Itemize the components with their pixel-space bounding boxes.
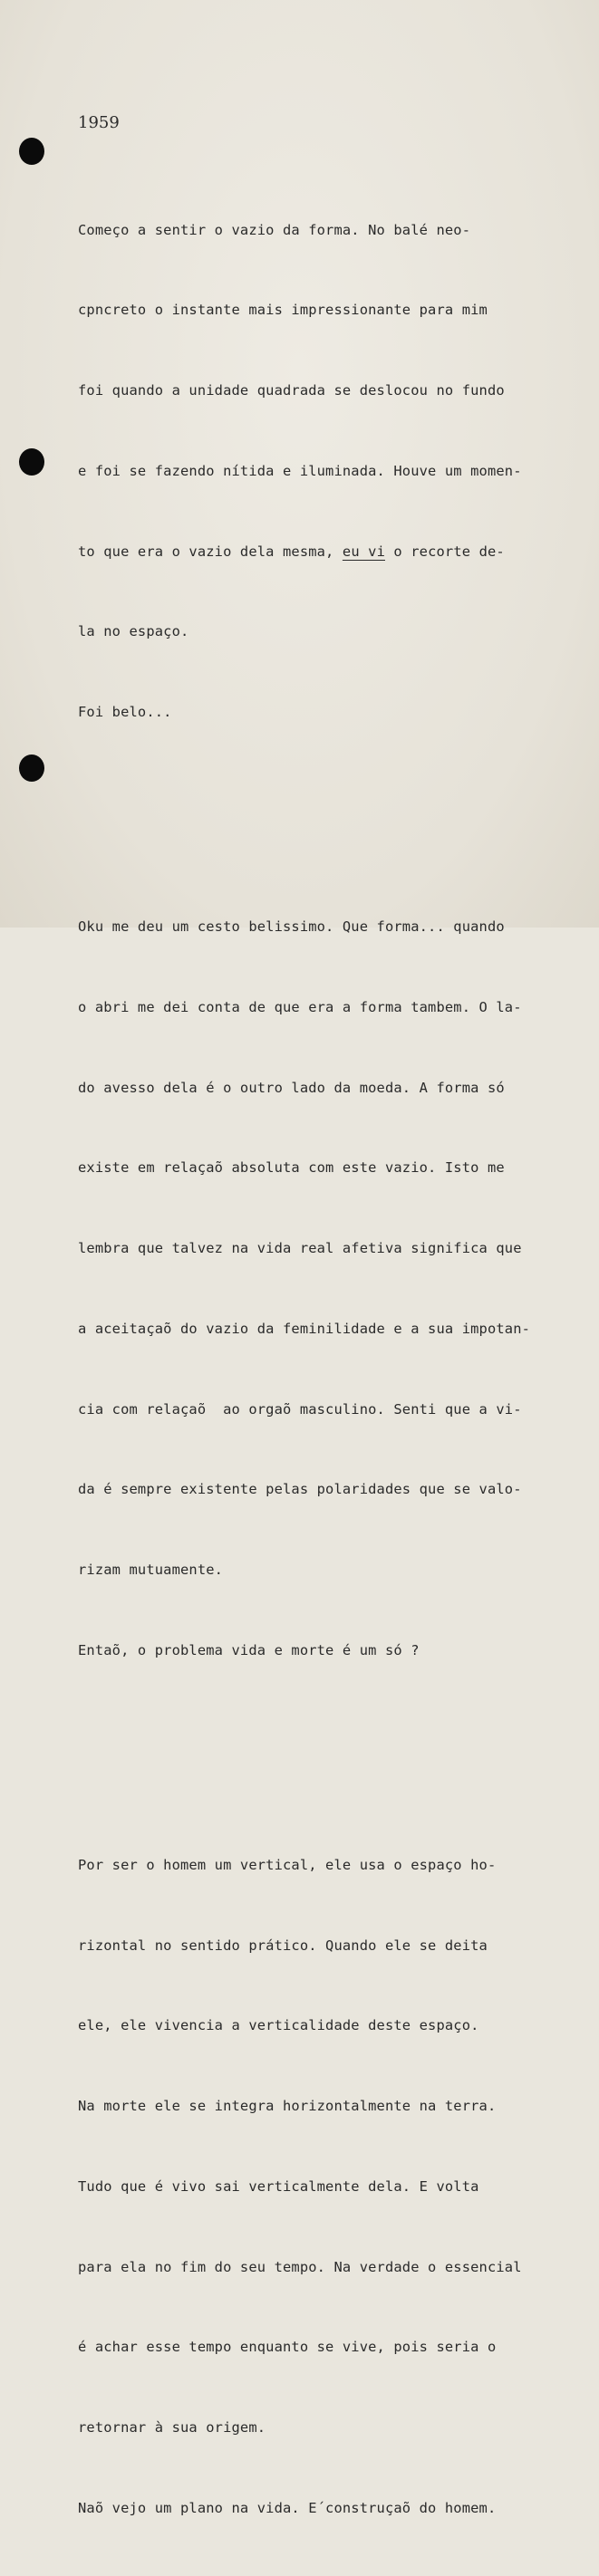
punch-hole	[19, 448, 44, 476]
text-line: rizontal no sentido prático. Quando ele se deita	[78, 1937, 488, 1954]
text-line: Tudo que é vivo sai verticalmente dela. E volta	[78, 2177, 479, 2195]
punch-hole	[19, 755, 44, 782]
underlined-text: eu vi	[342, 543, 385, 560]
text-line: foi quando a unidade quadrada se deslocou no fundo	[78, 382, 505, 399]
text-line: o abri me dei conta de que era a forma tambem. O la-	[78, 998, 522, 1015]
text-segment: to que era o vazio dela mesma,	[78, 543, 343, 560]
text-line: é achar esse tempo enquanto se vive, pois seria o	[78, 2339, 497, 2356]
text-line: Na morte ele se integra horizontalmente na terra.	[78, 2098, 497, 2115]
text-line: para ela no fim do seu tempo. Na verdade o essencial	[78, 2258, 522, 2275]
text-line: lembra que talvez na vida real afetiva significa que	[78, 1240, 522, 1257]
text-line: da é sempre existente pelas polaridades que se valo-	[78, 1481, 522, 1498]
text-line: ele, ele vivencia a verticalidade deste espaço.	[78, 2017, 479, 2034]
text-segment: o recorte de-	[385, 543, 505, 560]
text-line: la no espaço.	[78, 623, 189, 640]
text-line: rizam mutuamente.	[78, 1562, 224, 1579]
text-line: Oku me deu um cesto belissimo. Que forma... quando	[78, 918, 505, 935]
document-year: 1959	[78, 113, 120, 133]
text-line: Começo a sentir o vazio da forma. No balé neo-	[78, 221, 471, 238]
text-line: Por ser o homem um vertical, ele usa o espaço ho-	[78, 1856, 497, 1873]
text-line: cpncreto o instante mais impressionante para mim	[78, 302, 488, 319]
text-line: a aceitaçaõ do vazio da feminilidade e a sua impotan-	[78, 1320, 531, 1337]
text-line: Entaõ, o problema vida e morte é um só ?	[78, 1642, 420, 1659]
text-line: Foi belo...	[78, 704, 172, 721]
text-line	[78, 539, 585, 566]
text-line: cia com relaçaõ ao orgaõ masculino. Senti que a vi-	[78, 1400, 522, 1418]
text-line: existe em relaçaõ absoluta com este vazio. Isto me	[78, 1159, 505, 1177]
text-line: e foi se fazendo nítida e iluminada. Houve um momen-	[78, 462, 522, 479]
typewritten-text	[78, 56, 585, 2576]
text-line: retornar à sua origem.	[78, 2419, 266, 2437]
text-line: Naõ vejo um plano na vida. E´construçaõ do homem.	[78, 2500, 497, 2517]
text-line: do avesso dela é o outro lado da moeda. A forma só	[78, 1079, 505, 1096]
punch-hole	[19, 138, 44, 165]
paragraph-gap	[78, 807, 585, 834]
paragraph-gap	[78, 1745, 585, 1772]
